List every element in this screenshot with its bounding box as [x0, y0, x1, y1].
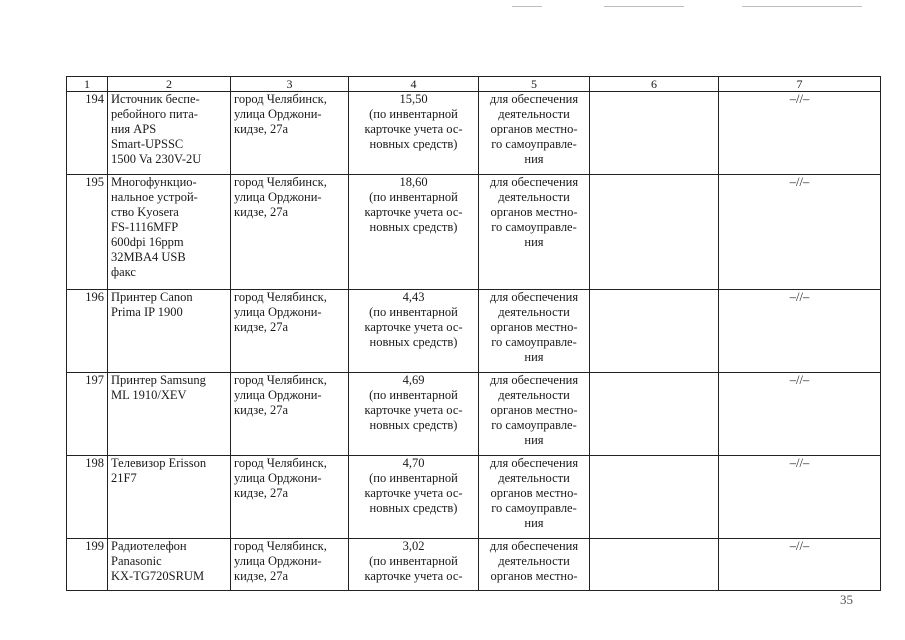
item-value-line: (по инвентарной [369, 305, 458, 319]
row-number: 198 [67, 456, 108, 539]
item-purpose [479, 456, 590, 539]
column-6-cell [590, 539, 719, 591]
item-name-line: Радиотелефон [111, 539, 187, 553]
column-header: 3 [231, 77, 349, 92]
item-value-line: 3,02 [402, 539, 425, 553]
item-name-line: ребойного пита- [111, 107, 198, 121]
item-name [108, 373, 231, 456]
item-name-line: факс [111, 265, 136, 279]
row-number: 197 [67, 373, 108, 456]
item-value-line: 4,43 [402, 290, 425, 304]
item-name-line: 21F7 [111, 471, 137, 485]
item-value [349, 92, 479, 175]
item-name-line: Принтер Samsung [111, 373, 206, 387]
item-value-line: 18,60 [399, 175, 428, 189]
item-purpose-line: деятельности [498, 190, 570, 204]
item-value-line: 4,70 [402, 456, 425, 470]
item-name-line: ния APS [111, 122, 157, 136]
item-purpose-line: деятельности [498, 471, 570, 485]
item-address-line: город Челябинск, [234, 539, 327, 553]
item-purpose-line: для обеспечения [489, 456, 579, 470]
item-purpose-line: деятельности [498, 107, 570, 121]
item-name-line: нальное устрой- [111, 190, 198, 204]
column-header: 6 [590, 77, 719, 92]
item-purpose-line: органов местно- [490, 403, 578, 417]
item-purpose-line: ния [524, 235, 544, 249]
item-value [349, 456, 479, 539]
item-value-line: карточке учета ос- [364, 486, 463, 500]
item-purpose [479, 290, 590, 373]
scan-artifact-line [742, 6, 862, 7]
scan-artifact-line [604, 6, 684, 7]
item-name-line: FS-1116MFP [111, 220, 179, 234]
item-purpose-line: деятельности [498, 388, 570, 402]
item-address-line: город Челябинск, [234, 373, 327, 387]
column-6-cell [590, 373, 719, 456]
item-value-line: новных средств) [369, 501, 458, 515]
row-number: 196 [67, 290, 108, 373]
item-purpose-line: для обеспечения [489, 373, 579, 387]
item-purpose-line: го самоуправле- [491, 501, 577, 515]
item-value-line: новных средств) [369, 335, 458, 349]
table-row [67, 290, 881, 373]
item-value-line: новных средств) [369, 418, 458, 432]
item-address-line: кидзе, 27а [234, 569, 289, 583]
item-value [349, 373, 479, 456]
item-name-line: ство Kyosera [111, 205, 179, 219]
item-value-line: карточке учета ос- [364, 320, 463, 334]
item-purpose [479, 92, 590, 175]
item-address-line: кидзе, 27а [234, 486, 289, 500]
item-name [108, 456, 231, 539]
item-name-line: Prima IP 1900 [111, 305, 183, 319]
item-value-line: 4,69 [402, 373, 425, 387]
item-value-line: (по инвентарной [369, 554, 458, 568]
column-7-cell: –//– [719, 456, 881, 539]
item-address-line: улица Орджони- [234, 388, 322, 402]
item-name-line: Принтер Canon [111, 290, 193, 304]
row-number: 194 [67, 92, 108, 175]
page-number: 35 [840, 592, 853, 607]
inventory-table [66, 76, 881, 591]
column-6-cell [590, 456, 719, 539]
item-address [231, 373, 349, 456]
column-header: 4 [349, 77, 479, 92]
item-address-line: кидзе, 27а [234, 122, 289, 136]
item-purpose-line: для обеспечения [489, 290, 579, 304]
item-purpose-line: го самоуправле- [491, 418, 577, 432]
item-value-line: карточке учета ос- [364, 122, 463, 136]
item-name [108, 290, 231, 373]
item-name-line: Smart-UPSSC [111, 137, 184, 151]
item-purpose-line: органов местно- [490, 122, 578, 136]
table-row [67, 92, 881, 175]
table-row [67, 373, 881, 456]
item-value-line: новных средств) [369, 220, 458, 234]
table-row [67, 539, 881, 591]
item-address-line: улица Орджони- [234, 305, 322, 319]
item-address-line: город Челябинск, [234, 92, 327, 106]
item-value-line: 15,50 [399, 92, 428, 106]
item-purpose [479, 373, 590, 456]
item-address [231, 290, 349, 373]
item-purpose-line: ния [524, 433, 544, 447]
item-name [108, 175, 231, 290]
item-name-line: 1500 Va 230V-2U [111, 152, 202, 166]
item-purpose-line: ния [524, 152, 544, 166]
column-header: 7 [719, 77, 881, 92]
item-address-line: улица Орджони- [234, 190, 322, 204]
column-7-cell: –//– [719, 92, 881, 175]
item-purpose-line: го самоуправле- [491, 335, 577, 349]
item-value-line: (по инвентарной [369, 107, 458, 121]
item-name-line: KX-TG720SRUM [111, 569, 205, 583]
table-body [67, 92, 881, 591]
item-purpose-line: деятельности [498, 554, 570, 568]
item-name-line: Телевизор Erisson [111, 456, 207, 470]
column-header: 1 [67, 77, 108, 92]
item-name-line: Многофункцио- [111, 175, 197, 189]
column-header: 2 [108, 77, 231, 92]
item-value-line: карточке учета ос- [364, 403, 463, 417]
item-purpose-line: органов местно- [490, 569, 578, 583]
item-purpose-line: деятельности [498, 305, 570, 319]
item-name [108, 539, 231, 591]
item-name-line: 32MBA4 USB [111, 250, 186, 264]
item-value-line: (по инвентарной [369, 190, 458, 204]
table-row [67, 175, 881, 290]
item-name-line: ML 1910/XEV [111, 388, 187, 402]
item-address [231, 92, 349, 175]
item-address [231, 539, 349, 591]
table-row [67, 456, 881, 539]
item-purpose-line: го самоуправле- [491, 220, 577, 234]
table-header [67, 77, 881, 92]
column-7-cell: –//– [719, 290, 881, 373]
column-7-cell: –//– [719, 175, 881, 290]
item-address-line: кидзе, 27а [234, 320, 289, 334]
item-purpose-line: органов местно- [490, 205, 578, 219]
item-purpose-line: органов местно- [490, 320, 578, 334]
item-purpose-line: для обеспечения [489, 92, 579, 106]
item-value-line: новных средств) [369, 137, 458, 151]
item-name-line: Panasonic [111, 554, 162, 568]
item-purpose-line: для обеспечения [489, 175, 579, 189]
item-purpose [479, 175, 590, 290]
column-6-cell [590, 92, 719, 175]
row-number: 199 [67, 539, 108, 591]
column-7-cell: –//– [719, 373, 881, 456]
item-value [349, 290, 479, 373]
item-value [349, 175, 479, 290]
item-value [349, 539, 479, 591]
column-6-cell [590, 175, 719, 290]
column-6-cell [590, 290, 719, 373]
item-name-line: 600dpi 16ppm [111, 235, 184, 249]
item-purpose-line: го самоуправле- [491, 137, 577, 151]
item-purpose-line: органов местно- [490, 486, 578, 500]
item-value-line: карточке учета ос- [364, 569, 463, 583]
item-name-line: Источник беспе- [111, 92, 200, 106]
item-value-line: (по инвентарной [369, 471, 458, 485]
item-purpose-line: ния [524, 516, 544, 530]
header-row [67, 77, 881, 92]
item-address-line: улица Орджони- [234, 471, 322, 485]
item-purpose-line: ния [524, 350, 544, 364]
item-address [231, 456, 349, 539]
item-address [231, 175, 349, 290]
item-purpose [479, 539, 590, 591]
item-address-line: улица Орджони- [234, 107, 322, 121]
item-address-line: кидзе, 27а [234, 205, 289, 219]
item-address-line: улица Орджони- [234, 554, 322, 568]
item-name [108, 92, 231, 175]
item-value-line: карточке учета ос- [364, 205, 463, 219]
item-address-line: город Челябинск, [234, 456, 327, 470]
column-7-cell: –//– [719, 539, 881, 591]
item-purpose-line: для обеспечения [489, 539, 579, 553]
column-header: 5 [479, 77, 590, 92]
item-address-line: город Челябинск, [234, 290, 327, 304]
scan-artifact-line [512, 6, 542, 7]
item-value-line: (по инвентарной [369, 388, 458, 402]
row-number: 195 [67, 175, 108, 290]
item-address-line: город Челябинск, [234, 175, 327, 189]
item-address-line: кидзе, 27а [234, 403, 289, 417]
